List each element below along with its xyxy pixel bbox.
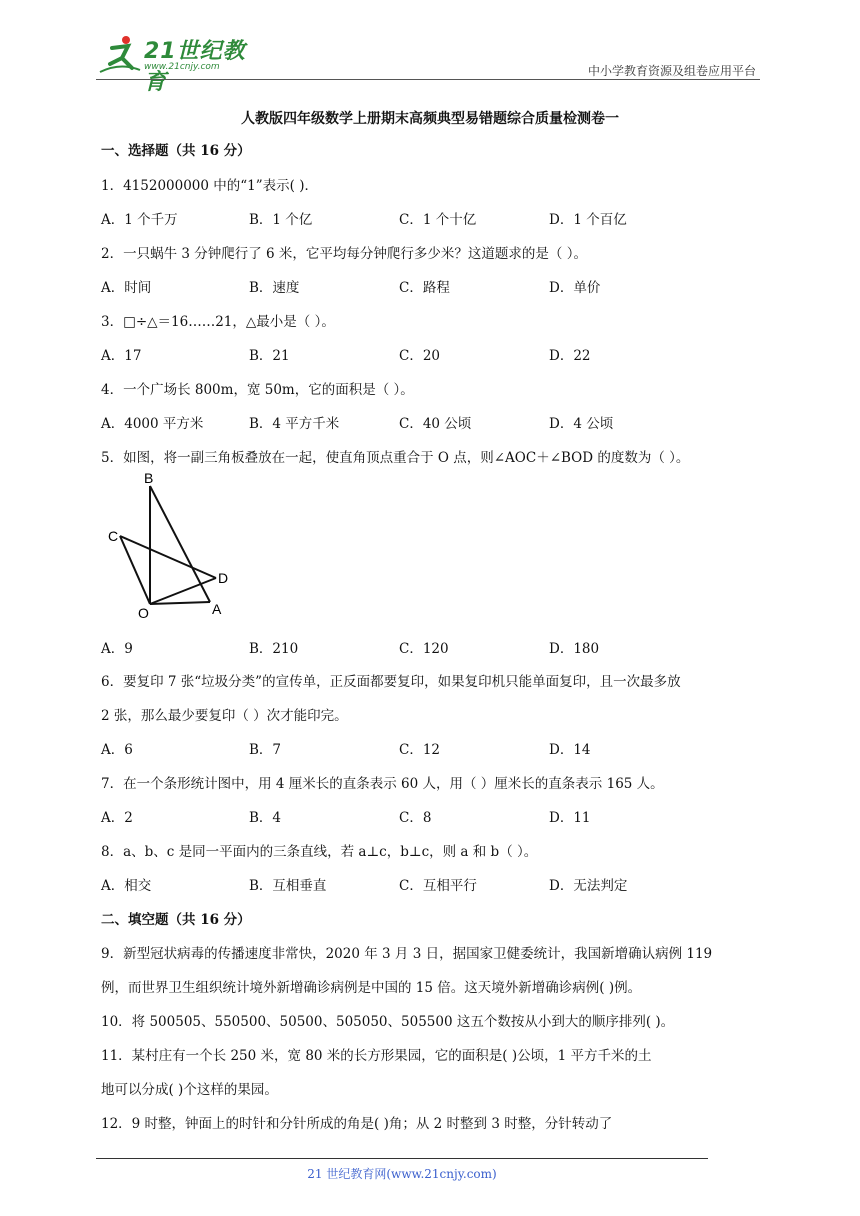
q3-option-b: B．21 [249,348,290,364]
label-d: D [218,570,229,586]
q8-option-a: A．相交 [101,878,152,894]
q5-option-c: C．120 [399,641,449,657]
q3-option-c: C．20 [399,348,441,364]
question-7: 7．在一个条形统计图中，用 4 厘米长的直条表示 60 人，用（ ）厘米长的直条表示 165 人。 [101,776,664,792]
q1-option-b: B．1 个亿 [249,212,313,228]
question-4: 4．一个广场长 800m，宽 50m，它的面积是（ ）。 [101,382,414,398]
q3-option-a: A．17 [101,348,142,364]
header-divider [96,79,760,80]
q5-option-b: B．210 [249,641,299,657]
question-9-line-1: 9．新型冠状病毒的传播速度非常快，2020 年 3 月 3 日，据国家卫健委统计，我国新增确认病例 119 [101,946,713,962]
q8-option-d: D．无法判定 [549,878,628,894]
question-3: 3．□÷△＝16……21，△最小是（ ）。 [101,314,335,330]
logo-url: www.21cnjy.com [144,62,220,72]
q6-option-d: D．14 [549,742,591,758]
question-2: 2．一只蜗牛 3 分钟爬行了 6 米，它平均每分钟爬行多少米？这道题求的是（ ）。 [101,246,587,262]
q1-option-c: C．1 个十亿 [399,212,477,228]
q3-option-d: D．22 [549,348,591,364]
q2-option-a: A．时间 [101,280,152,296]
footer-divider [96,1158,708,1159]
runner-icon [98,34,142,74]
question-6-line-1: 6．要复印 7 张“垃圾分类”的宣传单，正反面都要复印，如果复印机只能单面复印，且一次最多放 [101,674,681,690]
q5-option-a: A．9 [101,641,133,657]
logo-text: 21世纪教育 [144,39,246,95]
triangle-figure [104,468,244,620]
q6-option-b: B．7 [249,742,282,758]
q2-option-d: D．单价 [549,280,601,296]
question-11-line-2: 地可以分成( )个这样的果园。 [101,1082,278,1098]
q4-option-b: B．4 平方千米 [249,416,340,432]
question-1: 1．4152000000 中的“1”表示( )． [101,178,318,194]
page-header [96,30,760,95]
q6-option-a: A．6 [101,742,133,758]
q8-option-b: B．互相垂直 [249,878,327,894]
q7-option-c: C．8 [399,810,432,826]
label-o: O [138,605,149,620]
q2-option-c: C．路程 [399,280,450,296]
label-c: C [108,528,119,544]
q7-option-d: D．11 [549,810,591,826]
q2-option-b: B．速度 [249,280,300,296]
q4-option-a: A．4000 平方米 [101,416,204,432]
question-12: 12．9 时整，钟面上的时针和分针所成的角是( )角；从 2 时整到 3 时整，分针转动了 [101,1116,613,1132]
q1-option-a: A．1 个千万 [101,212,178,228]
q6-option-c: C．12 [399,742,441,758]
q4-option-c: C．40 公顷 [399,416,472,432]
question-11-line-1: 11．某村庄有一个长 250 米，宽 80 米的长方形果园，它的面积是( )公顷，1 平方千米的土 [101,1048,652,1064]
question-5: 5．如图，将一副三角板叠放在一起，使直角顶点重合于 O 点，则∠AOC＋∠BOD 的度数为（ ）。 [101,450,690,466]
q8-option-c: C．互相平行 [399,878,477,894]
label-b: B [144,470,154,486]
section-heading-fill: 二、填空题（共 16 分） [101,912,251,928]
section-heading-choice: 一、选择题（共 16 分） [101,143,251,159]
question-6-line-2: 2 张，那么最少要复印（ ）次才能印完。 [101,708,348,724]
site-logo[interactable] [96,32,266,95]
question-10: 10．将 500505、550500、50500、505050、505500 这五个数按从小到大的顺序排列( )。 [101,1014,675,1030]
label-a: A [212,601,222,617]
platform-name: 中小学教育资源及组卷应用平台 [587,64,756,78]
document-title: 人教版四年级数学上册期末高频典型易错题综合质量检测卷一 [241,111,619,127]
footer-link[interactable]: 21 世纪教育网(www.21cnjy.com) [307,1167,497,1181]
question-8: 8．a、b、c 是同一平面内的三条直线，若 a⊥c，b⊥c，则 a 和 b（ ）。 [101,844,538,860]
question-9-line-2: 例，而世界卫生组织统计境外新增确诊病例是中国的 15 倍。这天境外新增确诊病例( )例。 [101,980,642,996]
q7-option-a: A．2 [101,810,133,826]
q5-option-d: D．180 [549,641,600,657]
q4-option-d: D．4 公顷 [549,416,614,432]
q7-option-b: B．4 [249,810,282,826]
q1-option-d: D．1 个百亿 [549,212,627,228]
